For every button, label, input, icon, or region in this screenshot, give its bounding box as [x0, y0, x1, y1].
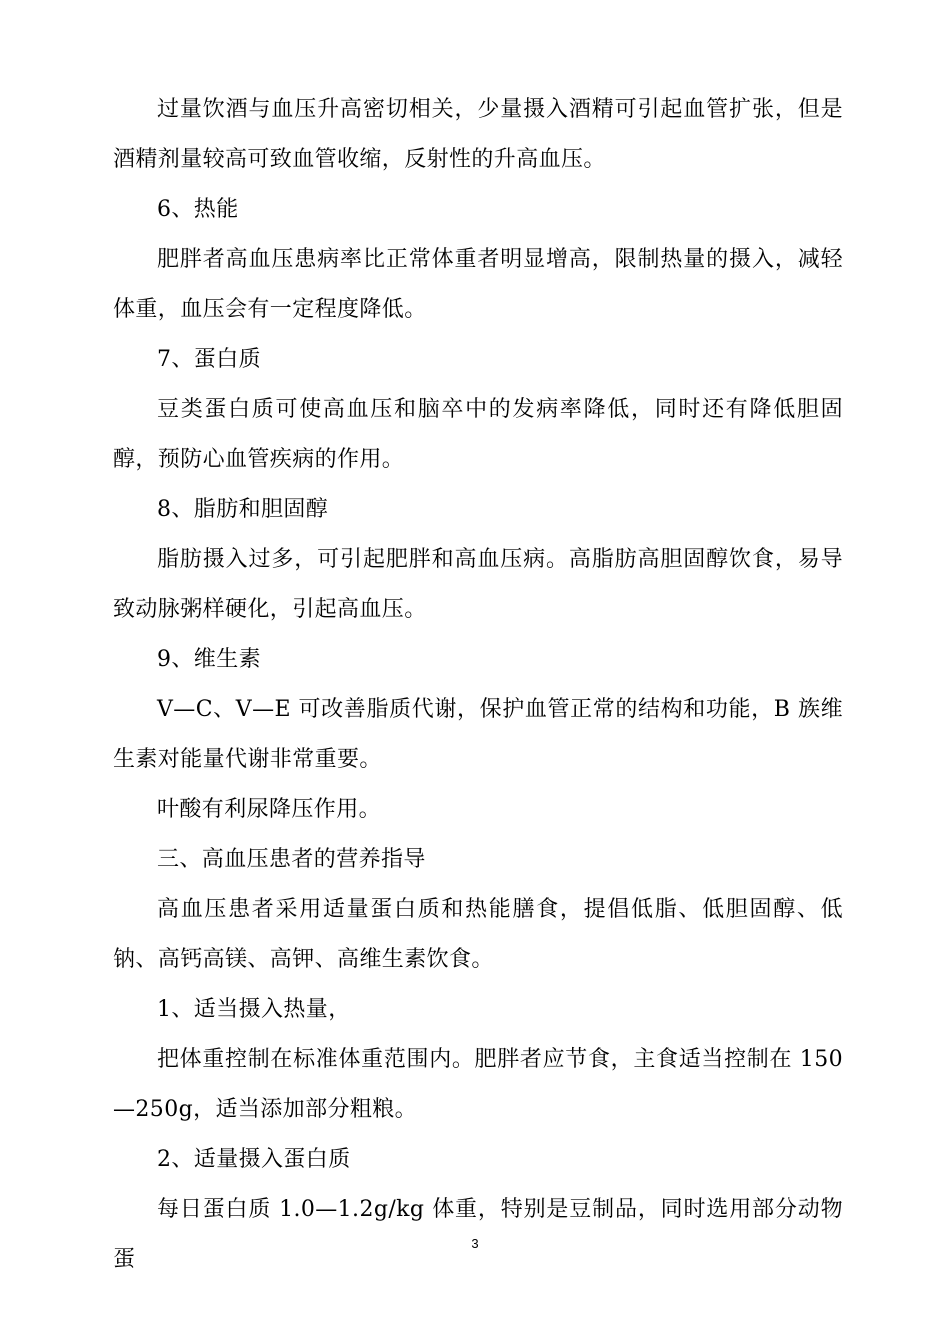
- paragraph-nutrition-guidance: 高血压患者采用适量蛋白质和热能膳食，提倡低脂、低胆固醇、低钠、高钙高镁、高钾、高维生素饮食。: [113, 897, 843, 972]
- paragraph-alcohol: 过量饮酒与血压升高密切相关，少量摄入酒精可引起血管扩张，但是酒精剂量较高可致血管收缩，反射性的升高血压。: [113, 97, 843, 172]
- heading-protein: 7、蛋白质: [157, 347, 261, 372]
- heading-protein-intake: 2、适量摄入蛋白质: [157, 1147, 351, 1172]
- heading-calorie-intake: 1、适当摄入热量，: [157, 997, 351, 1022]
- paragraph-energy: 肥胖者高血压患病率比正常体重者明显增高，限制热量的摄入，减轻体重，血压会有一定程度降低。: [113, 247, 843, 322]
- heading-vitamins: 9、维生素: [157, 647, 261, 672]
- page-number: 3: [471, 1236, 479, 1251]
- section-heading-nutrition-guidance: 三、高血压患者的营养指导: [157, 847, 426, 872]
- paragraph-protein: 豆类蛋白质可使高血压和脑卒中的发病率降低，同时还有降低胆固醇，预防心血管疾病的作用。: [113, 397, 843, 472]
- heading-fat-cholesterol: 8、脂肪和胆固醇: [157, 497, 329, 522]
- document-body: [113, 85, 843, 1285]
- paragraph-calorie-intake: 把体重控制在标准体重范围内。肥胖者应节食，主食适当控制在 150—250g，适当添加部分粗粮。: [113, 1047, 843, 1122]
- paragraph-folic-acid: 叶酸有利尿降压作用。: [157, 797, 382, 822]
- paragraph-vitamins: V—C、V—E 可改善脂质代谢，保护血管正常的结构和功能，B 族维生素对能量代谢非常重要。: [113, 697, 843, 772]
- paragraph-protein-intake: 每日蛋白质 1.0—1.2g/kg 体重，特别是豆制品，同时选用部分动物蛋: [113, 1197, 843, 1272]
- paragraph-fat-cholesterol: 脂肪摄入过多，可引起肥胖和高血压病。高脂肪高胆固醇饮食，易导致动脉粥样硬化，引起高血压。: [113, 547, 843, 622]
- heading-energy: 6、热能: [157, 197, 239, 222]
